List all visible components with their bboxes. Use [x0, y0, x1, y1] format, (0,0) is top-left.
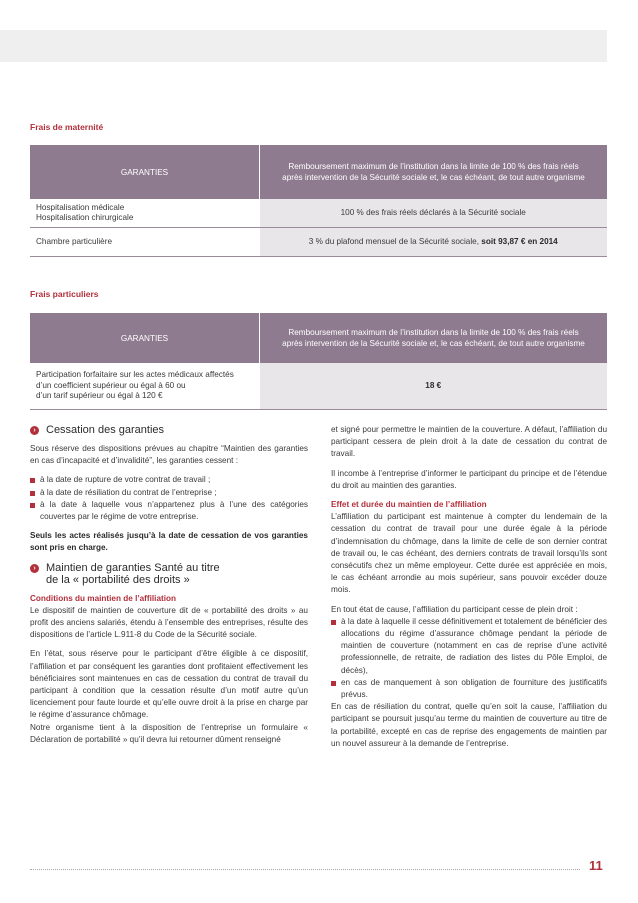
section-label-maternite: Frais de maternité: [30, 122, 104, 132]
header-remboursement: [260, 145, 608, 199]
subheading-effet: Effet et durée du maintien de l’affiliation: [331, 500, 487, 510]
bullet-square-icon: [30, 478, 35, 483]
list-item: [30, 499, 308, 523]
paragraph: Le dispositif de maintien de couverture dit de « portabilité des droits » au profit des anciens salariés, étendu à l’ensemble des entreprises, résulte des dispositions de l’article L.911-8 du Code de la Sécurité sociale.: [30, 605, 308, 640]
paragraph: En tout état de cause, l’affiliation du participant cesse de plein droit :: [331, 604, 578, 614]
paragraph: Il incombe à l’entreprise d’informer le participant du principe et de l’étendue du droit au maintien des garanties.: [331, 468, 607, 490]
paragraph: L’affiliation du participant est maintenue à compter du lendemain de la cessation du contrat de travail pour une durée égale à la période d’indemnisation du chômage, dans la limite de celle de son dernier contrat de travail ou, le cas échéant, des derniers contrats de travail lorsqu’ils sont consécutifs chez un même employeur. Cette durée est appréciée en mois, le cas échéant arrondie au mois supérieur, sans pouvoir excéder douze mois.: [331, 512, 607, 595]
paragraph: et signé pour permettre le maintien de la couverture. A défaut, l’affiliation du participant cessera de plein droit à la date de cessation du contrat de travail.: [331, 425, 607, 459]
header-garanties: GARANTIES: [30, 145, 260, 199]
header-remboursement: [260, 313, 608, 363]
chevron-right-icon: ›: [30, 426, 39, 435]
list-item: [331, 616, 607, 677]
header-garanties: GARANTIES: [30, 313, 260, 363]
row-label-line3: d’un tarif supérieur ou égal à 120 €: [36, 391, 163, 401]
heading-maintien: [30, 562, 308, 586]
list-item: [30, 474, 308, 486]
table-particuliers: [30, 313, 607, 410]
heading-maintien-line1: Maintien de garanties Santé au titre: [46, 561, 220, 574]
table-header-row: [30, 313, 607, 363]
chevron-right-icon: ›: [30, 564, 39, 573]
paragraph: En l’état, sous réserve pour le participant d’être éligible à ce dispositif, l’affiliation et par conséquent les garanties dont profitaient effectivement les bénéficiaires sont maintenues en cas de cessation du contrat de travail du participant à condition que la cessation résulte d’un motif autre qu’un licenciement pour faute lourde et qu’elle ouvre droit à la prise en charge par le régime d’assurance chômage.: [30, 649, 308, 720]
row-label-line2: Hospitalisation chirurgicale: [36, 213, 134, 222]
bullet-square-icon: [331, 620, 336, 625]
heading-cessation-text: Cessation des garanties: [46, 424, 165, 436]
table-row: [30, 363, 607, 410]
list-item-text: à la date à laquelle il cesse définitivement et totalement de bénéficier des allocations du régime d’assurance chômage pendant la période de maintien de couverture (notamment en cas de reprise d’une activité professionnelle, de retraite, de radiation des listes du Pôle Emploi, de décès),: [341, 616, 607, 675]
row-label-line1: Participation forfaitaire sur les actes médicaux affectés: [36, 370, 234, 380]
row-value: [260, 228, 608, 257]
table-header-row: [30, 145, 607, 199]
row-value: 100 % des frais réels déclarés à la Sécurité sociale: [260, 199, 608, 228]
header-band: [0, 30, 607, 62]
bullet-square-icon: [331, 681, 336, 686]
heading-maintien-line2: de la « portabilité des droits »: [46, 573, 190, 586]
table-row: [30, 228, 607, 257]
list-item-text: à la date à laquelle vous n’appartenez plus à l’une des catégories couvertes par le régime de votre entreprise.: [40, 499, 308, 522]
bullet-list-cessation: [30, 474, 308, 523]
bullet-square-icon: [30, 491, 35, 496]
table-maternite: [30, 145, 607, 257]
row-label: [30, 199, 260, 228]
right-column: [331, 424, 607, 750]
list-item-text: à la date de résiliation du contrat de l’entreprise ;: [40, 487, 217, 497]
paragraph: En cas de résiliation du contrat, quelle qu’en soit la cause, l’affiliation du participant se poursuit jusqu’au terme du maintien de couverture au titre de la portabilité, excepté en cas de reprise des engagements de maintien par un nouvel assureur à la demande de l’entreprise.: [331, 702, 607, 748]
heading-maintien-text: [46, 562, 220, 586]
row-label-line2: d’un coefficient supérieur ou égal à 60 ou: [36, 380, 186, 390]
header-remboursement-line2: après intervention de la Sécurité sociale et, le cas échéant, de tout autre organisme: [282, 173, 585, 182]
row-label: Chambre particulière: [30, 228, 260, 257]
paragraph: Notre organisme tient à la disposition de l’entreprise un formulaire « Déclaration de portabilité » qu’il devra lui retourner dûment renseigné: [30, 722, 308, 744]
row-value-text: 3 % du plafond mensuel de la Sécurité sociale,: [308, 236, 482, 246]
header-remboursement-line1: Remboursement maximum de l’institution dans la limite de 100 % des frais réels: [288, 162, 579, 171]
subheading-conditions: Conditions du maintien de l’affiliation: [30, 593, 177, 603]
footer-divider: [30, 869, 580, 870]
table-row: [30, 199, 607, 228]
header-remboursement-line2: après intervention de la Sécurité sociale et, le cas échéant, de tout autre organisme: [282, 339, 585, 348]
row-value-bold: soit 93,87 € en 2014: [481, 236, 558, 246]
list-item: [30, 487, 308, 499]
row-value: 18 €: [260, 363, 608, 410]
list-item-text: en cas de manquement à son obligation de fourniture des justificatifs prévus.: [341, 677, 607, 700]
list-item: [331, 677, 607, 701]
header-remboursement-line1: Remboursement maximum de l’institution dans la limite de 100 % des frais réels: [288, 328, 579, 337]
left-column: [30, 424, 308, 746]
row-label-line1: Hospitalisation médicale: [36, 202, 125, 212]
list-item-text: à la date de rupture de votre contrat de travail ;: [40, 475, 211, 485]
bullet-list-affiliation: [331, 616, 607, 701]
paragraph: Sous réserve des dispositions prévues au chapitre “Maintien des garanties en cas d’incapacité et d’invalidité”, les garanties cessent :: [30, 444, 308, 466]
bullet-square-icon: [30, 503, 35, 508]
page-number: 11: [589, 858, 603, 873]
heading-cessation: [30, 424, 308, 436]
section-label-particuliers: Frais particuliers: [30, 289, 99, 299]
bold-note: Seuls les actes réalisés jusqu’à la date de cessation de vos garanties sont pris en charge.: [30, 531, 308, 553]
row-label: [30, 363, 260, 410]
